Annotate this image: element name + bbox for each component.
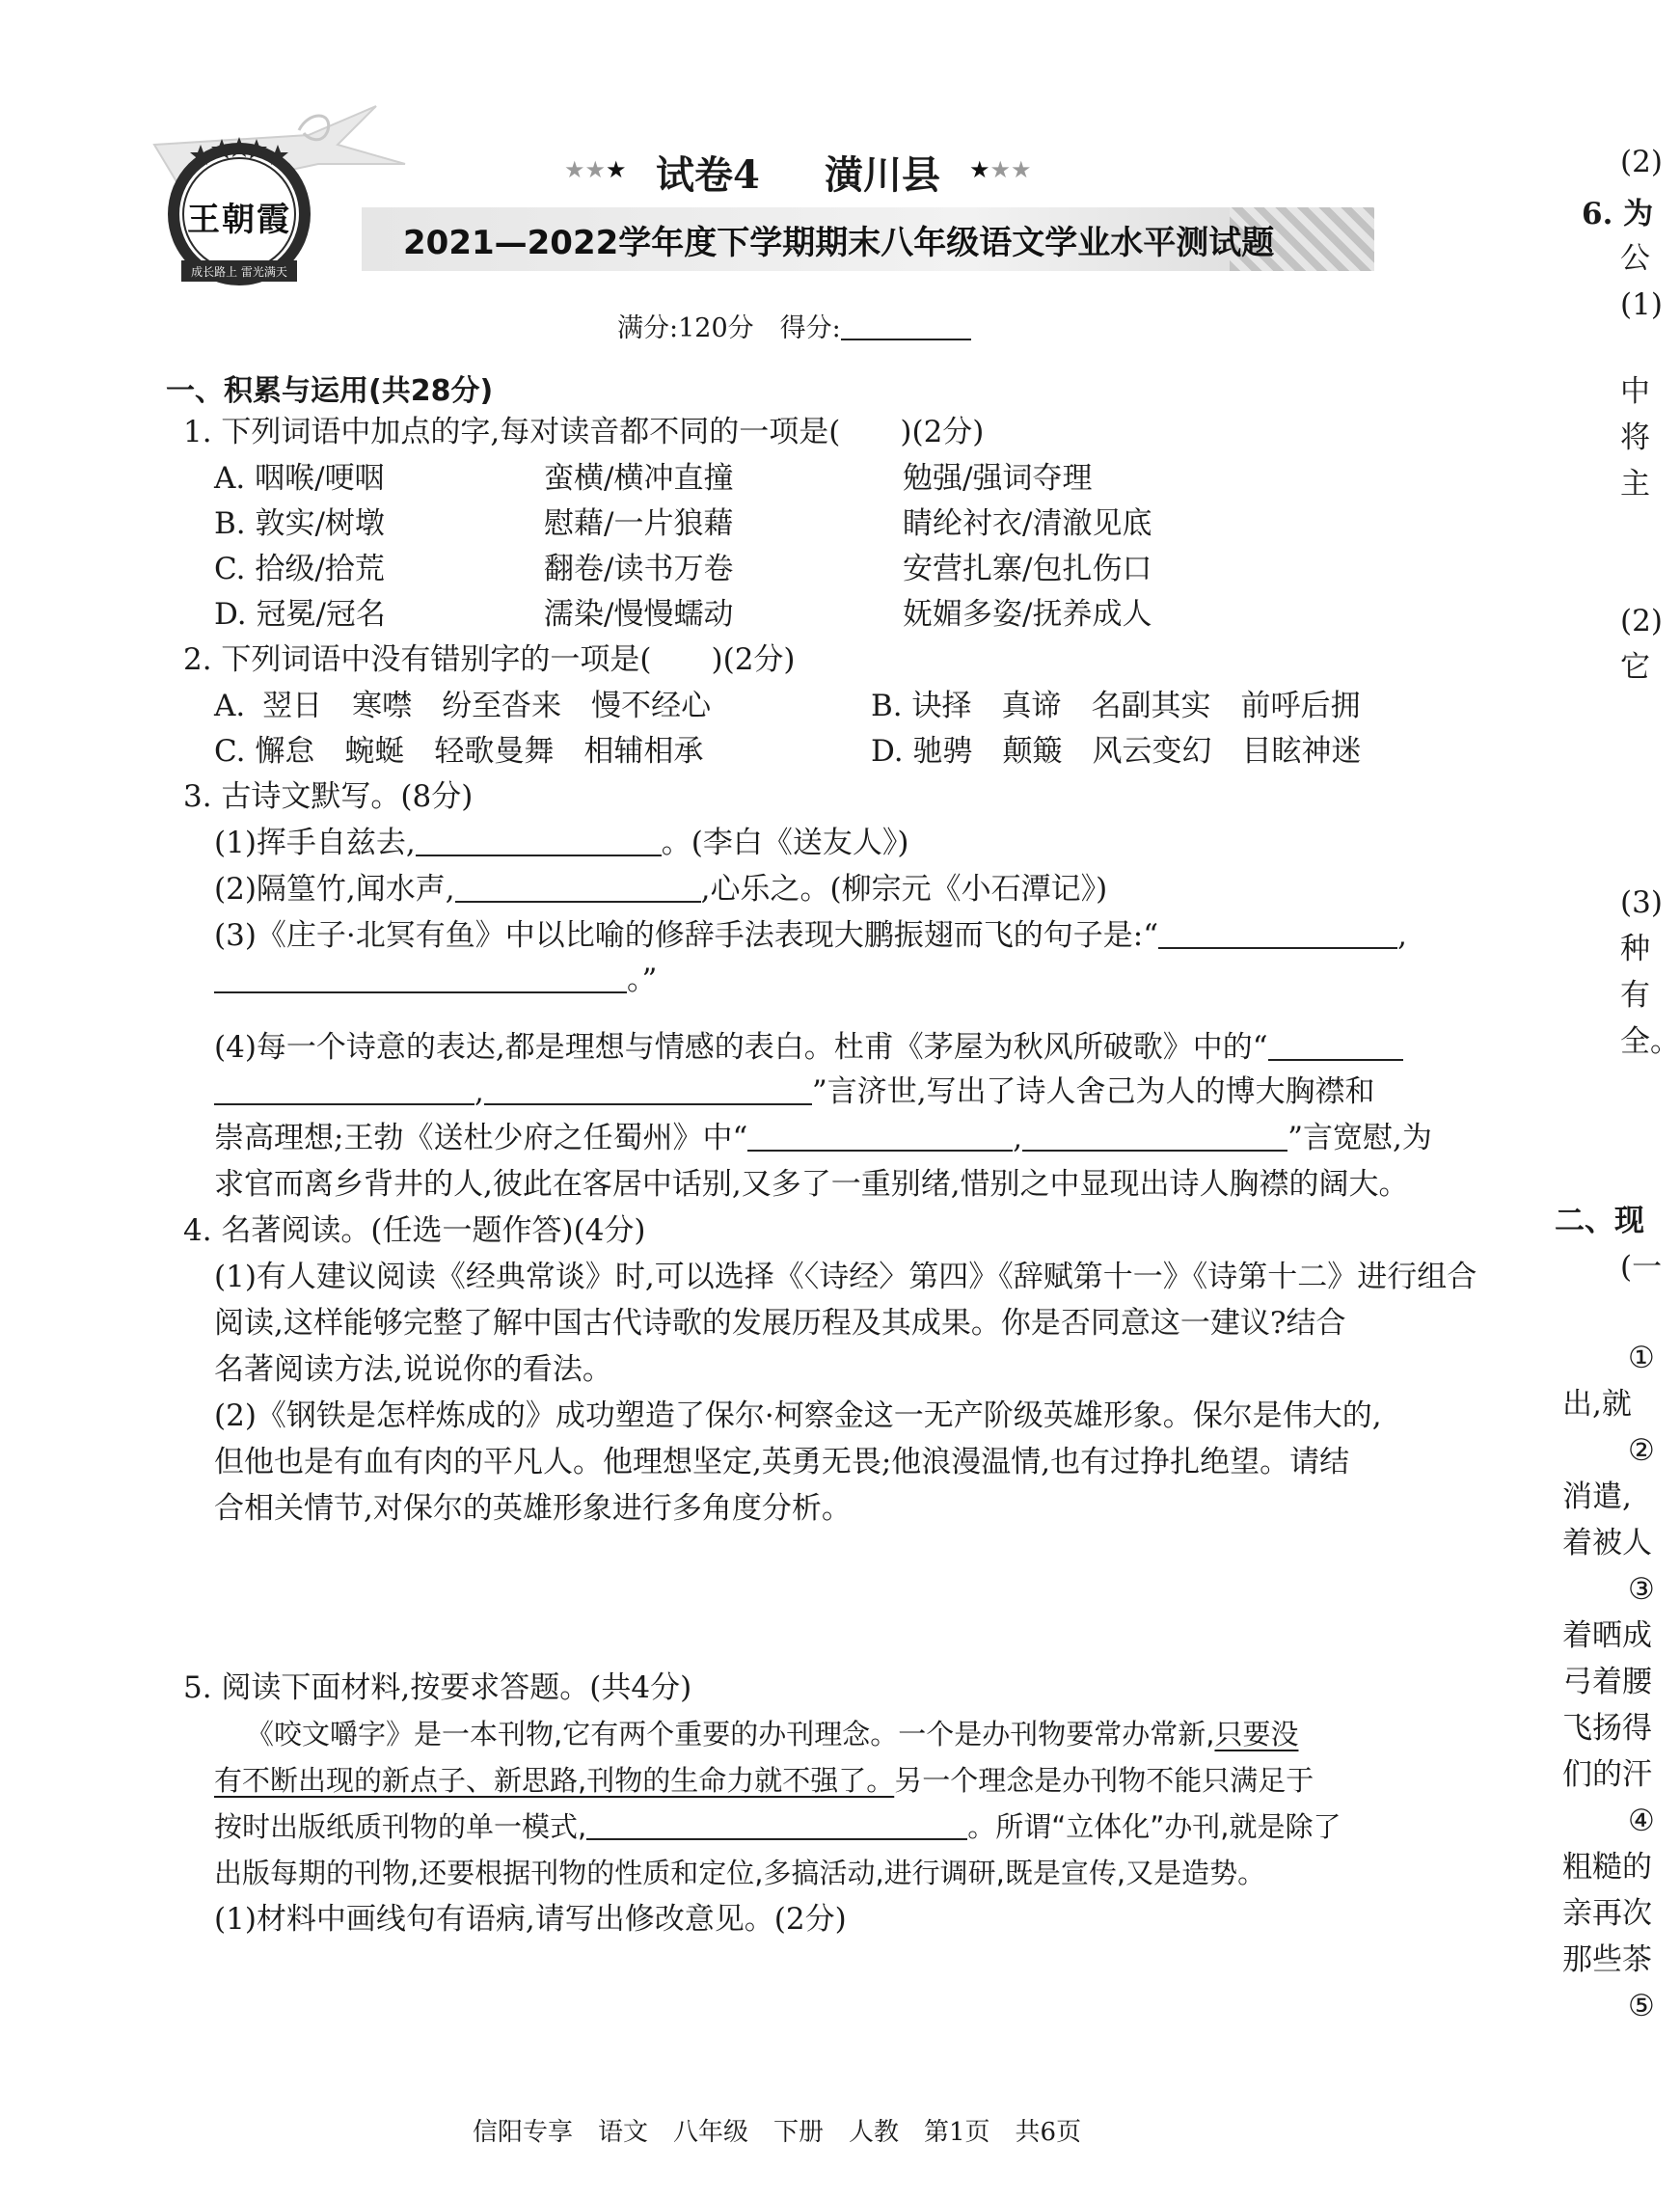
- exam-title: 2021—2022学年度下学期期末八年级语文学业水平测试题: [403, 224, 1275, 262]
- page-footer: 信阳专享 语文 八年级 下册 人教 第1页 共6页: [473, 2118, 1082, 2147]
- header: [0, 0, 1666, 343]
- rc-line: 种: [1620, 932, 1650, 966]
- rc-line: 全。: [1620, 1024, 1680, 1059]
- q5-m1-underlined: 只要没: [1214, 1718, 1299, 1750]
- q1-a-1: A. 咽喉/哽咽: [214, 461, 385, 496]
- q3-s3-cont: [214, 961, 657, 999]
- q4-p1-l1: (1)有人建议阅读《经典常谈》时,可以选择《〈诗经〉第四》《辞赋第十一》《诗第十二》进行组合: [214, 1260, 1477, 1294]
- q2-option-a: A. 翌日 寒噤 纷至沓来 慢不经心: [214, 689, 712, 723]
- q5-blank[interactable]: [586, 1809, 967, 1840]
- right-column-fragment: [1543, 0, 1680, 2198]
- rc-line: 粗糙的: [1562, 1850, 1652, 1885]
- rc-line: ②: [1628, 1433, 1655, 1468]
- rc-line: 消遣,: [1562, 1479, 1632, 1514]
- q1-stem: 1. 下列词语中加点的字,每对读音都不同的一项是( )(2分): [183, 415, 985, 449]
- q1-a-3: 勉强/强词夺理: [903, 461, 1093, 496]
- q1-d-3: 妩媚多姿/抚养成人: [903, 597, 1152, 632]
- q1-c-1: C. 拾级/拾荒: [214, 552, 385, 586]
- rc-line: ③: [1628, 1572, 1655, 1607]
- q4-p2-l2: 但他也是有血有肉的平凡人。他理想坚定,英勇无畏;他浪漫温情,也有过挣扎绝望。请结: [214, 1445, 1350, 1479]
- q5-m2-underlined: 有不断出现的新点子、新思路,刊物的生命力就不强了。: [214, 1764, 895, 1797]
- rc-line: 飞扬得: [1562, 1711, 1652, 1746]
- q3-s4-cont: ”言济世,写出了诗人舍己为人的博大胸襟和: [811, 1074, 1375, 1109]
- rc-line: ①: [1628, 1341, 1655, 1375]
- q3-s4-l2: [214, 1072, 1375, 1111]
- star-icons-left: ★★★: [564, 156, 627, 183]
- q3-s4-l3: [214, 1119, 1432, 1157]
- q3-s3-blank2[interactable]: [214, 963, 627, 993]
- q1-c-3: 安营扎寨/包扎伤口: [903, 552, 1152, 586]
- q3-s3-comma: ,: [1397, 918, 1407, 953]
- q3-s4-text: (4)每一个诗意的表达,都是理想与情感的表白。杜甫《茅屋为秋风所破歌》中的“: [214, 1030, 1268, 1065]
- rc-line: (3): [1620, 885, 1663, 920]
- rc-line: ⑤: [1628, 1989, 1655, 2023]
- q3-s4-blank2[interactable]: [214, 1074, 474, 1105]
- q1-a-2: 蛮横/横冲直撞: [544, 461, 734, 496]
- q1-c-2: 翻卷/读书万卷: [544, 552, 734, 586]
- q4-p2-l3: 合相关情节,对保尔的英雄形象进行多角度分析。: [214, 1491, 852, 1526]
- q2-stem: 2. 下列词语中没有错别字的一项是( )(2分): [183, 642, 796, 677]
- q1-b-2: 慰藉/一片狼藉: [544, 506, 734, 541]
- q3-s4-cont2: ”言宽慰,为: [1287, 1121, 1432, 1155]
- q2-option-d: D. 驰骋 颠簸 风云变幻 目眩神迷: [871, 734, 1362, 769]
- rc-line: (一: [1620, 1250, 1663, 1285]
- q5-m4: 出版每期的刊物,还要根据刊物的性质和定位,多搞活动,进行调研,既是宣传,又是造势。: [214, 1857, 1266, 1889]
- rc-line: 将: [1620, 421, 1650, 455]
- q3-s1: [214, 824, 908, 862]
- rc-line: 中: [1620, 374, 1650, 409]
- q1-b-1: B. 敦实/树墩: [214, 506, 385, 541]
- q3-s4-l4: 求官而离乡背井的人,彼此在客居中话别,又多了一重别绪,惜别之中显现出诗人胸襟的阔大。: [214, 1167, 1409, 1202]
- q3-s4-blank1[interactable]: [1268, 1030, 1403, 1061]
- county-name: 潢川县: [825, 152, 940, 198]
- q5-m1: [246, 1715, 1298, 1753]
- q5-stem: 5. 阅读下面材料,按要求答题。(共4分): [183, 1670, 692, 1705]
- rc-line: (2): [1620, 604, 1663, 638]
- rc-line: (2): [1620, 145, 1663, 179]
- q3-stem: 3. 古诗文默写。(8分): [183, 779, 474, 814]
- rc-line: 它: [1620, 650, 1650, 685]
- q5-m1-text: 《咬文嚼字》是一本刊物,它有两个重要的办刊理念。一个是办刊物要常办常新,: [246, 1718, 1215, 1750]
- q5-m3-text: 按时出版纸质刊物的单一模式,: [214, 1810, 587, 1843]
- logo-seal: [162, 137, 316, 291]
- rc-line: 亲再次: [1562, 1896, 1652, 1931]
- q3-s4-comma1: ,: [474, 1074, 484, 1109]
- q1-b-3: 睛纶衬衣/清澈见底: [903, 506, 1152, 541]
- q3-s3-blank1[interactable]: [1158, 918, 1397, 949]
- q3-s4-l1: [214, 1028, 1403, 1067]
- q1-d-1: D. 冠冕/冠名: [214, 597, 386, 632]
- exam-label: 试卷4: [656, 152, 760, 198]
- q4-stem: 4. 名著阅读。(任选一题作答)(4分): [183, 1213, 646, 1248]
- q3-s2-source: ,心乐之。(柳宗元《小石潭记》): [700, 872, 1108, 907]
- q5-m2: [214, 1761, 1314, 1800]
- q3-s1-blank[interactable]: [416, 826, 662, 856]
- q5-sub1: (1)材料中画线句有语病,请写出修改意见。(2分): [214, 1902, 847, 1937]
- q3-s4-blank4[interactable]: [747, 1121, 1013, 1152]
- q3-s3-text: (3)《庄子·北冥有鱼》中以比喻的修辞手法表现大鹏振翅而飞的句子是:“: [214, 918, 1159, 953]
- star-icons-right: ★★★: [969, 156, 1032, 183]
- q4-p2-l1: (2)《钢铁是怎样炼成的》成功塑造了保尔·柯察金这一无产阶级英雄形象。保尔是伟大的,: [214, 1398, 1382, 1433]
- q3-s2: [214, 870, 1107, 909]
- rc-line: ④: [1628, 1804, 1655, 1838]
- q2-option-c: C. 懈怠 蜿蜒 轻歌曼舞 相辅相承: [214, 734, 704, 769]
- q3-s1-source: 。(李白《送友人》): [661, 826, 909, 860]
- q3-s1-text: (1)挥手自兹去,: [214, 826, 416, 860]
- rc-line: 二、现: [1555, 1204, 1644, 1238]
- rc-line: 出,就: [1562, 1387, 1632, 1422]
- q5-m2-text: 另一个理念是办刊物不能只满足于: [894, 1764, 1314, 1797]
- q5-m3-cont: 。所谓“立体化”办刊,就是除了: [967, 1810, 1341, 1843]
- q3-s4-text2: 崇高理想;王勃《送杜少府之任蜀州》中“: [214, 1121, 748, 1155]
- logo-slogan: 成长路上 雷光满天: [191, 265, 287, 279]
- rc-line: 主: [1620, 467, 1650, 502]
- q2-option-b: B. 诀择 真谛 名副其实 前呼后拥: [871, 689, 1361, 723]
- rc-line: 有: [1620, 978, 1650, 1013]
- rc-line: (1): [1620, 287, 1663, 322]
- score-blank[interactable]: [841, 310, 971, 340]
- q3-s4-blank3[interactable]: [484, 1074, 812, 1105]
- score-line: [617, 307, 971, 344]
- rc-line: 公: [1620, 241, 1650, 276]
- rc-line: 弓着腰: [1562, 1665, 1652, 1699]
- q3-s2-text: (2)隔篁竹,闻水声,: [214, 872, 455, 907]
- q4-p1-l2: 阅读,这样能够完整了解中国古代诗歌的发展历程及其成果。你是否同意这一建议?结合: [214, 1306, 1346, 1341]
- rc-line: 们的汗: [1562, 1757, 1652, 1792]
- section1-heading: 一、积累与运用(共28分): [166, 374, 494, 408]
- q3-s4-comma2: ,: [1013, 1121, 1023, 1155]
- q3-s4-blank5[interactable]: [1022, 1121, 1287, 1152]
- q1-d-2: 濡染/慢慢蠕动: [544, 597, 734, 632]
- q3-s3-end: 。”: [627, 963, 658, 997]
- q5-m3: [214, 1807, 1341, 1846]
- q3-s3: [214, 916, 1407, 955]
- q4-p1-l3: 名著阅读方法,说说你的看法。: [214, 1352, 612, 1387]
- rc-line: 着被人: [1562, 1526, 1652, 1560]
- rc-line: 那些茶: [1562, 1942, 1652, 1977]
- rc-line: 6. 为: [1582, 197, 1654, 231]
- score-label: 满分:120分 得分:: [617, 313, 841, 343]
- exam-title-row: [564, 145, 1066, 198]
- logo-text: 王朝霞: [187, 201, 291, 239]
- q3-s2-blank[interactable]: [455, 872, 701, 903]
- rc-line: 着晒成: [1562, 1618, 1652, 1653]
